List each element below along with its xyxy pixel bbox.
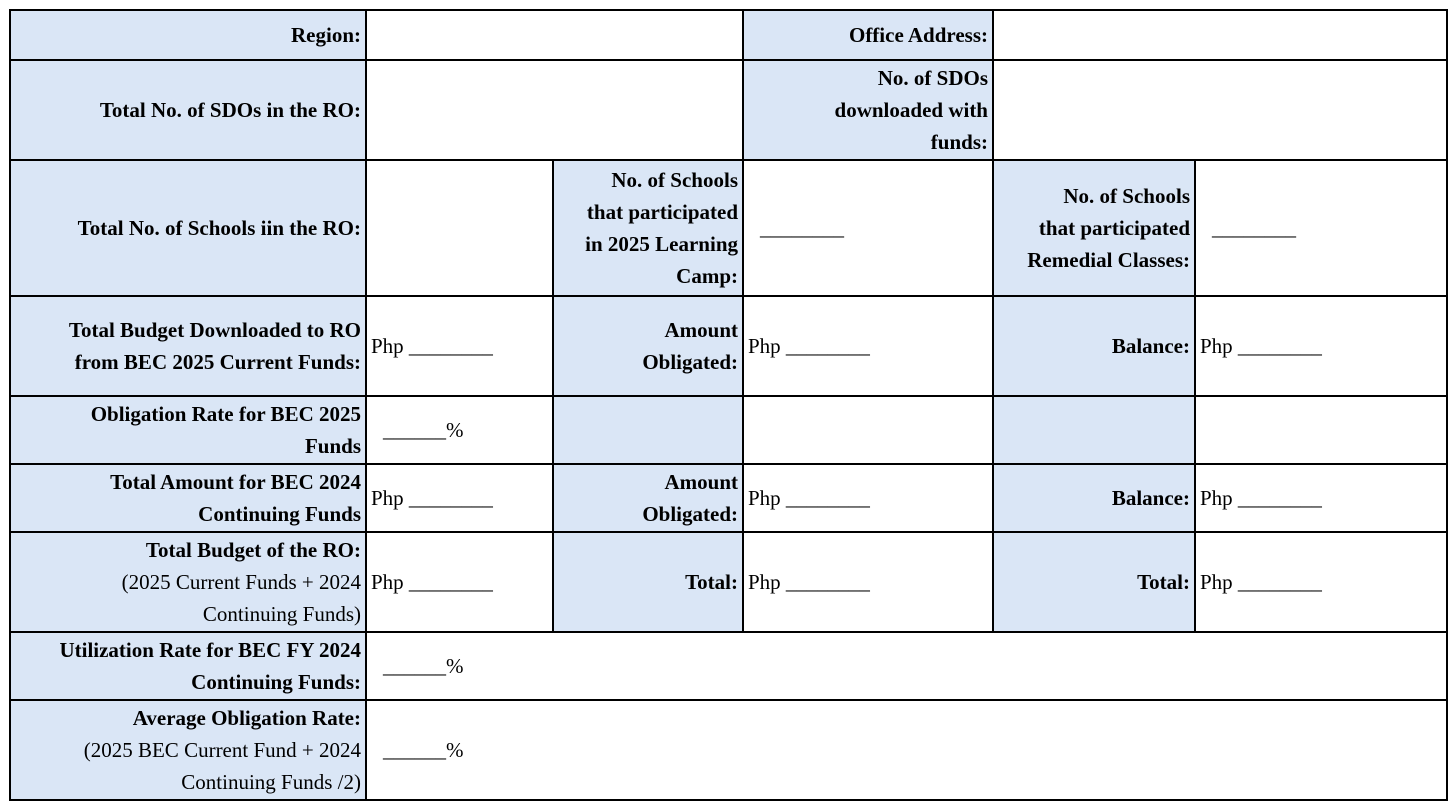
- amount-obligated-label: Amount Obligated:: [553, 296, 743, 396]
- remedial-field[interactable]: ________: [1195, 160, 1447, 296]
- remedial-label: No. of Schools that participated Remedial Classes:: [993, 160, 1195, 296]
- total-2-label: Total:: [993, 532, 1195, 632]
- sdos-downloaded-label: No. of SDOs downloaded with funds:: [743, 60, 993, 160]
- empty-shaded-cell: [553, 396, 743, 464]
- obligation-rate-label: Obligation Rate for BEC 2025 Funds: [10, 396, 366, 464]
- total-sdos-label: Total No. of SDOs in the RO:: [10, 60, 366, 160]
- empty-shaded-cell: [993, 396, 1195, 464]
- continuing-funds-label: Total Amount for BEC 2024 Continuing Funds: [10, 464, 366, 532]
- learning-camp-label: No. of Schools that participated in 2025 Learning Camp:: [553, 160, 743, 296]
- amount-obligated-2-field[interactable]: Php ________: [743, 464, 993, 532]
- empty-cell: [1195, 396, 1447, 464]
- office-address-field[interactable]: [993, 10, 1447, 60]
- average-obligation-rate-field[interactable]: ______%: [366, 700, 1447, 800]
- budget-ro-field[interactable]: Php ________: [366, 296, 553, 396]
- sdos-downloaded-field[interactable]: [993, 60, 1447, 160]
- total-2-field[interactable]: Php ________: [1195, 532, 1447, 632]
- empty-cell: [743, 396, 993, 464]
- total-label: Total:: [553, 532, 743, 632]
- balance-label: Balance:: [993, 296, 1195, 396]
- budget-total-field[interactable]: Php ________: [366, 532, 553, 632]
- amount-obligated-field[interactable]: Php ________: [743, 296, 993, 396]
- total-schools-label: Total No. of Schools iin the RO:: [10, 160, 366, 296]
- office-address-label: Office Address:: [743, 10, 993, 60]
- balance-field[interactable]: Php ________: [1195, 296, 1447, 396]
- bec-fund-report-form: [9, 9, 1448, 801]
- utilization-rate-label: Utilization Rate for BEC FY 2024 Continuing Funds:: [10, 632, 366, 700]
- learning-camp-field[interactable]: ________: [743, 160, 993, 296]
- balance-2-label: Balance:: [993, 464, 1195, 532]
- amount-obligated-2-label: Amount Obligated:: [553, 464, 743, 532]
- total-field[interactable]: Php ________: [743, 532, 993, 632]
- obligation-rate-field[interactable]: ______%: [366, 396, 553, 464]
- budget-total-label: Total Budget of the RO: (2025 Current Funds + 2024 Continuing Funds): [10, 532, 366, 632]
- total-sdos-field[interactable]: [366, 60, 743, 160]
- average-obligation-rate-label: Average Obligation Rate: (2025 BEC Current Fund + 2024 Continuing Funds /2): [10, 700, 366, 800]
- utilization-rate-field[interactable]: ______%: [366, 632, 1447, 700]
- balance-2-field[interactable]: Php ________: [1195, 464, 1447, 532]
- region-label: Region:: [10, 10, 366, 60]
- total-schools-field[interactable]: [366, 160, 553, 296]
- budget-ro-label: Total Budget Downloaded to RO from BEC 2025 Current Funds:: [10, 296, 366, 396]
- region-field[interactable]: [366, 10, 743, 60]
- continuing-funds-field[interactable]: Php ________: [366, 464, 553, 532]
